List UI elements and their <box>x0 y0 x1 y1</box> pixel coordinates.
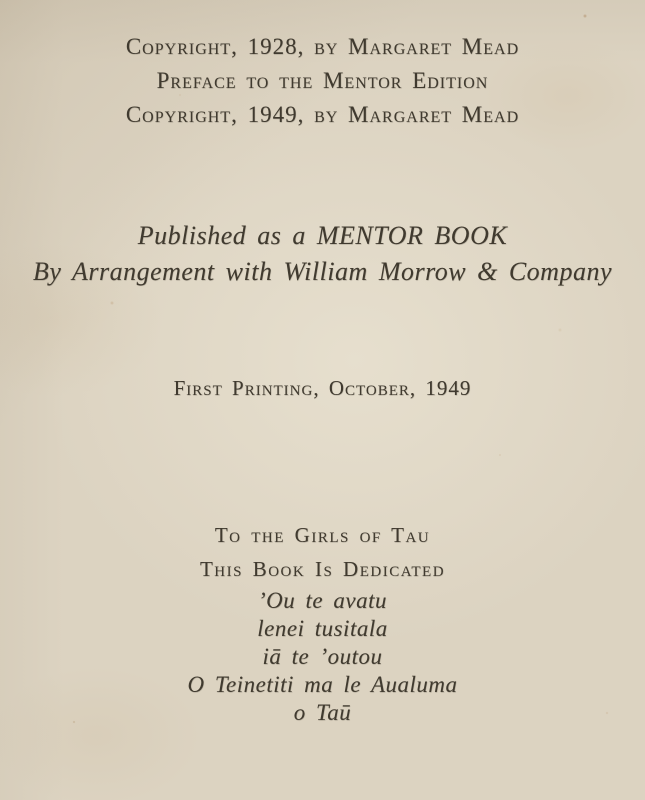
samoan-line-2: lenei tusitala <box>257 616 388 641</box>
copyright-1949-line: Copyright, 1949, by Margaret Mead <box>125 102 520 127</box>
samoan-line-1: ’Ou te avatu <box>258 588 387 613</box>
dedication-heading-block <box>0 518 645 586</box>
first-printing-line: First Printing, October, 1949 <box>173 376 472 400</box>
samoan-line-4: O Teinetiti ma le Aualuma <box>187 672 458 697</box>
samoan-dedication-block <box>0 587 645 727</box>
preface-edition-line: Preface to the Mentor Edition <box>156 68 489 93</box>
publisher-block <box>0 218 645 290</box>
published-as-line: Published as a MENTOR BOOK <box>137 221 508 250</box>
dedication-to-girls-line: To the Girls of Tau <box>214 523 431 547</box>
copyright-1928-line: Copyright, 1928, by Margaret Mead <box>125 34 520 59</box>
dedication-book-line: This Book Is Dedicated <box>199 557 446 581</box>
samoan-line-5: o Taū <box>293 700 352 725</box>
samoan-line-3: iā te ’outou <box>262 644 383 669</box>
printing-block <box>0 373 645 403</box>
copyright-block <box>0 30 645 132</box>
arrangement-line: By Arrangement with William Morrow & Company <box>33 257 612 286</box>
